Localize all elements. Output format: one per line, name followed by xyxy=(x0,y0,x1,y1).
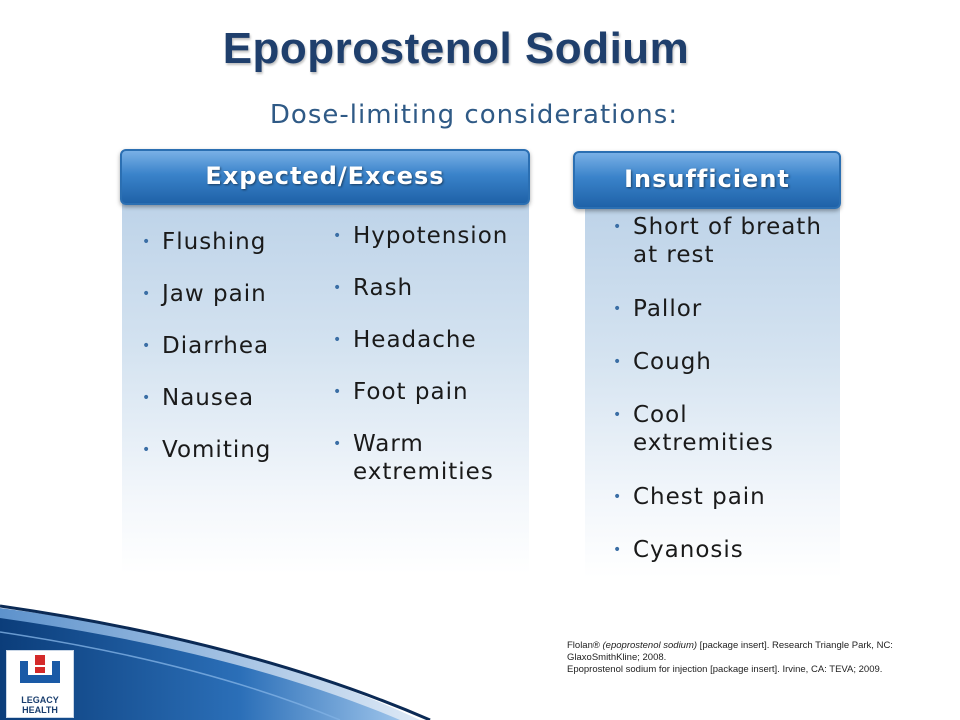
list-item: • Headache xyxy=(333,327,477,353)
list-item: • Cough xyxy=(613,349,712,375)
list-item: • Rash xyxy=(333,275,414,301)
slide-title: Epoprostenol Sodium xyxy=(222,24,690,73)
bullet-dot-icon: • xyxy=(333,332,343,348)
expected-left-list xyxy=(140,228,310,488)
legacy-health-cross-logo-icon xyxy=(7,653,73,697)
reference-item: Flolan® (epoprostenol sodium) [package insert]. Research Triangle Park, NC: GlaxoSmithKline; 2008. xyxy=(567,640,893,663)
list-item: • Flushing xyxy=(142,229,267,255)
bullet-dot-icon: • xyxy=(142,390,152,406)
bullet-dot-icon: • xyxy=(142,234,152,250)
list-item: • Pallor xyxy=(613,296,703,322)
list-item: • Chest pain xyxy=(613,484,766,510)
bullet-dot-icon: • xyxy=(333,436,343,452)
bullet-dot-icon: • xyxy=(142,338,152,354)
list-item: • Cool extremities xyxy=(613,402,774,456)
slide-subtitle: Dose-limiting considerations: xyxy=(269,100,679,130)
list-item: • Warm extremities xyxy=(333,431,494,485)
legacy-health-logo xyxy=(6,650,74,718)
list-item: • Nausea xyxy=(142,385,255,411)
bullet-dot-icon: • xyxy=(613,407,623,423)
insufficient-panel-header-label: Insufficient xyxy=(624,165,790,193)
bullet-dot-icon: • xyxy=(142,442,152,458)
list-item: • Foot pain xyxy=(333,379,469,405)
list-item: • Jaw pain xyxy=(142,281,267,307)
bullet-dot-icon: • xyxy=(613,542,623,558)
list-item: • Vomiting xyxy=(142,437,272,463)
list-item: • Short of breath at rest xyxy=(613,214,822,268)
bullet-dot-icon: • xyxy=(613,489,623,505)
logo-text: LEGACY HEALTH xyxy=(21,695,59,715)
bullet-dot-icon: • xyxy=(613,219,623,235)
bullet-dot-icon: • xyxy=(613,301,623,317)
bullet-dot-icon: • xyxy=(613,354,623,370)
bullet-dot-icon: • xyxy=(333,384,343,400)
bullet-dot-icon: • xyxy=(142,286,152,302)
insufficient-panel-header xyxy=(573,151,841,209)
insufficient-list xyxy=(611,213,835,576)
list-item: • Cyanosis xyxy=(613,537,744,563)
expected-right-list xyxy=(331,222,527,490)
list-item: • Hypotension xyxy=(333,223,509,249)
bullet-dot-icon: • xyxy=(333,228,343,244)
list-item: • Diarrhea xyxy=(142,333,270,359)
expected-panel-header xyxy=(120,149,530,205)
bullet-dot-icon: • xyxy=(333,280,343,296)
expected-panel-header-label: Expected/Excess xyxy=(205,162,445,190)
reference-item: Epoprostenol sodium for injection [package insert]. Irvine, CA: TEVA; 2009. xyxy=(567,664,883,675)
references xyxy=(567,640,907,676)
